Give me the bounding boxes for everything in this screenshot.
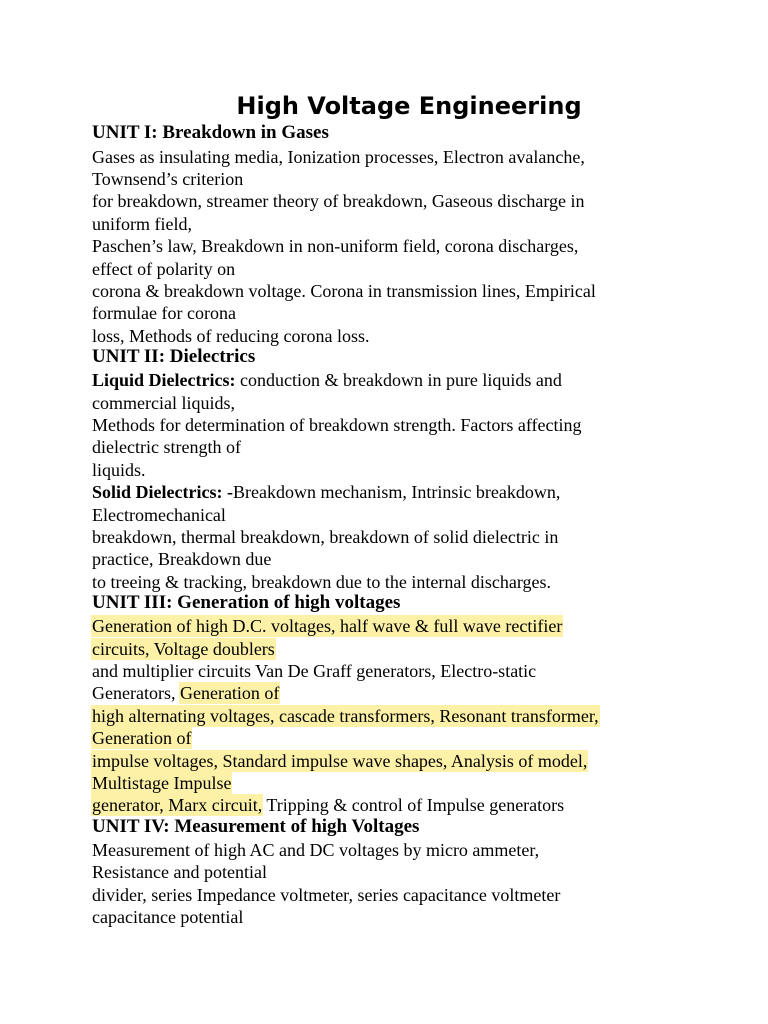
unit-4-heading: UNIT IV: Measurement of high Voltages xyxy=(92,816,420,837)
text-line xyxy=(92,682,279,704)
highlighted-text: Generation of xyxy=(179,683,280,703)
text-span: Generators, xyxy=(92,683,180,703)
text-line: capacitance potential xyxy=(92,907,244,927)
text-line: Townsend’s criterion xyxy=(92,169,244,189)
text-line: effect of polarity on xyxy=(92,259,236,279)
text-line: Measurement of high AC and DC voltages by micro ammeter, xyxy=(92,840,540,860)
text-span: Tripping & control of Impulse generators xyxy=(262,795,565,815)
text-span: conduction & breakdown in pure liquids and xyxy=(235,370,562,390)
text-line xyxy=(92,750,587,772)
liquid-dielectrics-label: Liquid Dielectrics: xyxy=(92,370,236,390)
text-line: loss, Methods of reducing corona loss. xyxy=(92,326,370,346)
text-line: commercial liquids, xyxy=(92,393,235,413)
text-line: formulae for corona xyxy=(92,303,236,323)
text-line xyxy=(92,481,560,503)
text-line: Resistance and potential xyxy=(92,862,267,882)
page-title: High Voltage Engineering xyxy=(236,92,582,120)
text-span: Breakdown mechanism, Intrinsic breakdown, xyxy=(232,482,561,502)
text-line: dielectric strength of xyxy=(92,437,241,457)
highlighted-text: Generation of xyxy=(92,728,192,748)
highlighted-text: Multistage Impulse xyxy=(92,773,232,793)
text-line: liquids. xyxy=(92,460,146,480)
highlighted-text: Generation of high D.C. voltages, half wave & full wave rectifier xyxy=(92,616,563,636)
solid-dielectrics-label: Solid Dielectrics: - xyxy=(92,482,233,502)
highlighted-text: high alternating voltages, cascade transformers, Resonant transformer, xyxy=(92,706,599,726)
text-line: divider, series Impedance voltmeter, series capacitance voltmeter xyxy=(92,885,561,905)
unit-2-heading: UNIT II: Dielectrics xyxy=(92,346,256,367)
highlighted-text: generator, Marx circuit, xyxy=(92,795,263,815)
text-line: Gases as insulating media, Ionization processes, Electron avalanche, xyxy=(92,147,585,167)
text-line xyxy=(92,794,564,816)
highlighted-text: impulse voltages, Standard impulse wave shapes, Analysis of model, xyxy=(92,751,588,771)
text-line xyxy=(92,727,191,749)
unit-3-heading: UNIT III: Generation of high voltages xyxy=(92,592,401,613)
text-line: Electromechanical xyxy=(92,505,226,525)
text-line xyxy=(92,772,231,794)
text-line: uniform field, xyxy=(92,214,192,234)
text-line: for breakdown, streamer theory of breakdown, Gaseous discharge in xyxy=(92,191,585,211)
text-line xyxy=(92,638,275,660)
text-line: and multiplier circuits Van De Graff generators, Electro-static xyxy=(92,661,537,681)
text-line: breakdown, thermal breakdown, breakdown of solid dielectric in xyxy=(92,527,559,547)
text-line xyxy=(92,615,562,637)
text-line: corona & breakdown voltage. Corona in transmission lines, Empirical xyxy=(92,281,596,301)
text-line xyxy=(92,705,599,727)
text-line: to treeing & tracking, breakdown due to the internal discharges. xyxy=(92,572,552,592)
text-line: Methods for determination of breakdown strength. Factors affecting xyxy=(92,415,582,435)
unit-1-heading: UNIT I: Breakdown in Gases xyxy=(92,122,329,143)
text-line: practice, Breakdown due xyxy=(92,549,272,569)
text-line: Paschen’s law, Breakdown in non-uniform field, corona discharges, xyxy=(92,236,579,256)
text-line xyxy=(92,369,562,391)
highlighted-text: circuits, Voltage doublers xyxy=(92,639,275,659)
